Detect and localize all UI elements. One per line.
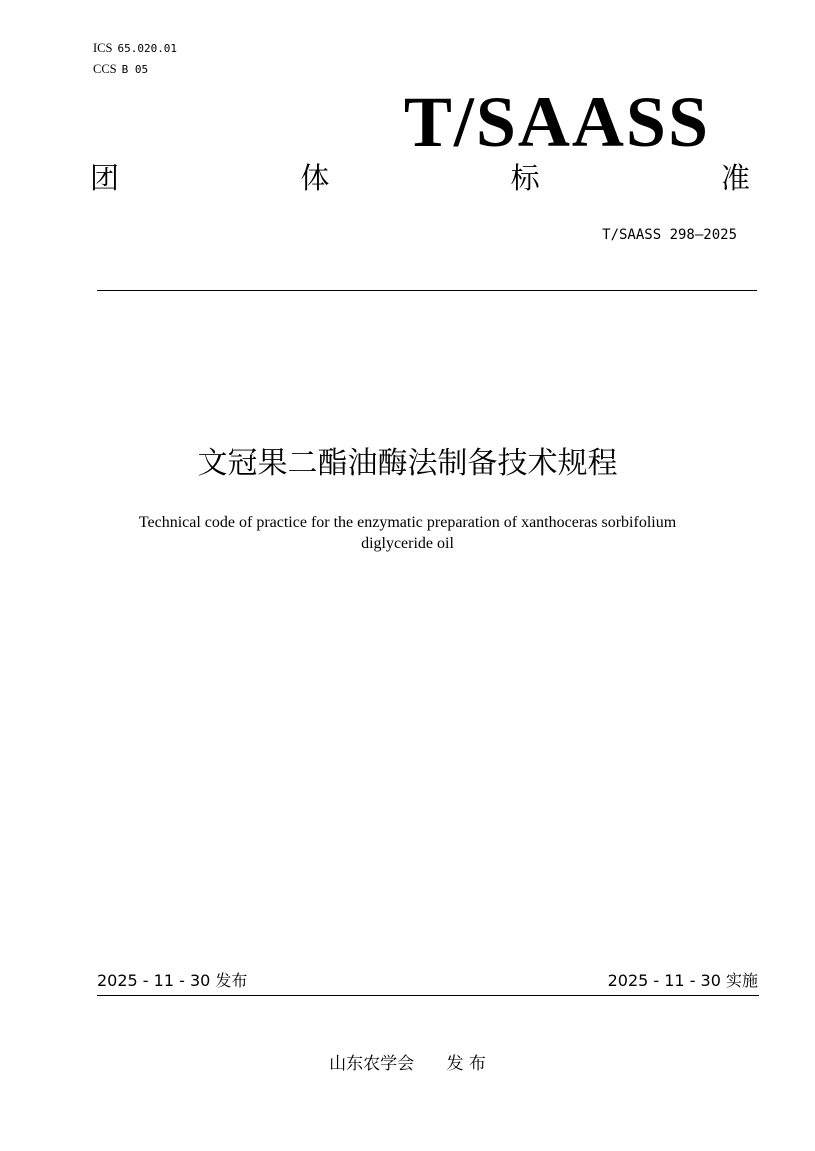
ics-label: ICS	[93, 41, 113, 55]
title-chinese: 文冠果二酯油酶法制备技术规程	[197, 446, 618, 481]
publisher-line	[0, 1052, 815, 1076]
implementation-date: 2025 - 11 - 30 实施	[607, 971, 758, 990]
ccs-classification	[93, 61, 148, 78]
publish-label: 发 布	[446, 1054, 486, 1074]
issue-date: 2025 - 11 - 30 发布	[97, 971, 248, 990]
footer-divider	[97, 995, 759, 996]
standard-type-char: 团	[90, 161, 120, 195]
ccs-value: B 05	[121, 63, 149, 76]
standard-number: T/SAASS 298—2025	[602, 227, 737, 243]
publisher-name: 山东农学会	[329, 1054, 415, 1074]
ccs-label: CCS	[93, 62, 117, 76]
standard-type-char: 标	[510, 161, 540, 195]
ics-classification	[93, 40, 177, 57]
title-english-line: diglyceride oil	[361, 535, 454, 552]
standard-type-char: 体	[300, 161, 330, 195]
title-english-line: Technical code of practice for the enzymatic preparation of xanthoceras sorbifolium	[138, 514, 677, 531]
title-english	[60, 512, 755, 554]
ics-value: 65.020.01	[117, 42, 178, 55]
header-divider	[97, 290, 757, 291]
standard-code: T/SAASS	[403, 82, 710, 162]
standard-type-char: 准	[720, 161, 750, 195]
standard-type	[90, 158, 750, 198]
